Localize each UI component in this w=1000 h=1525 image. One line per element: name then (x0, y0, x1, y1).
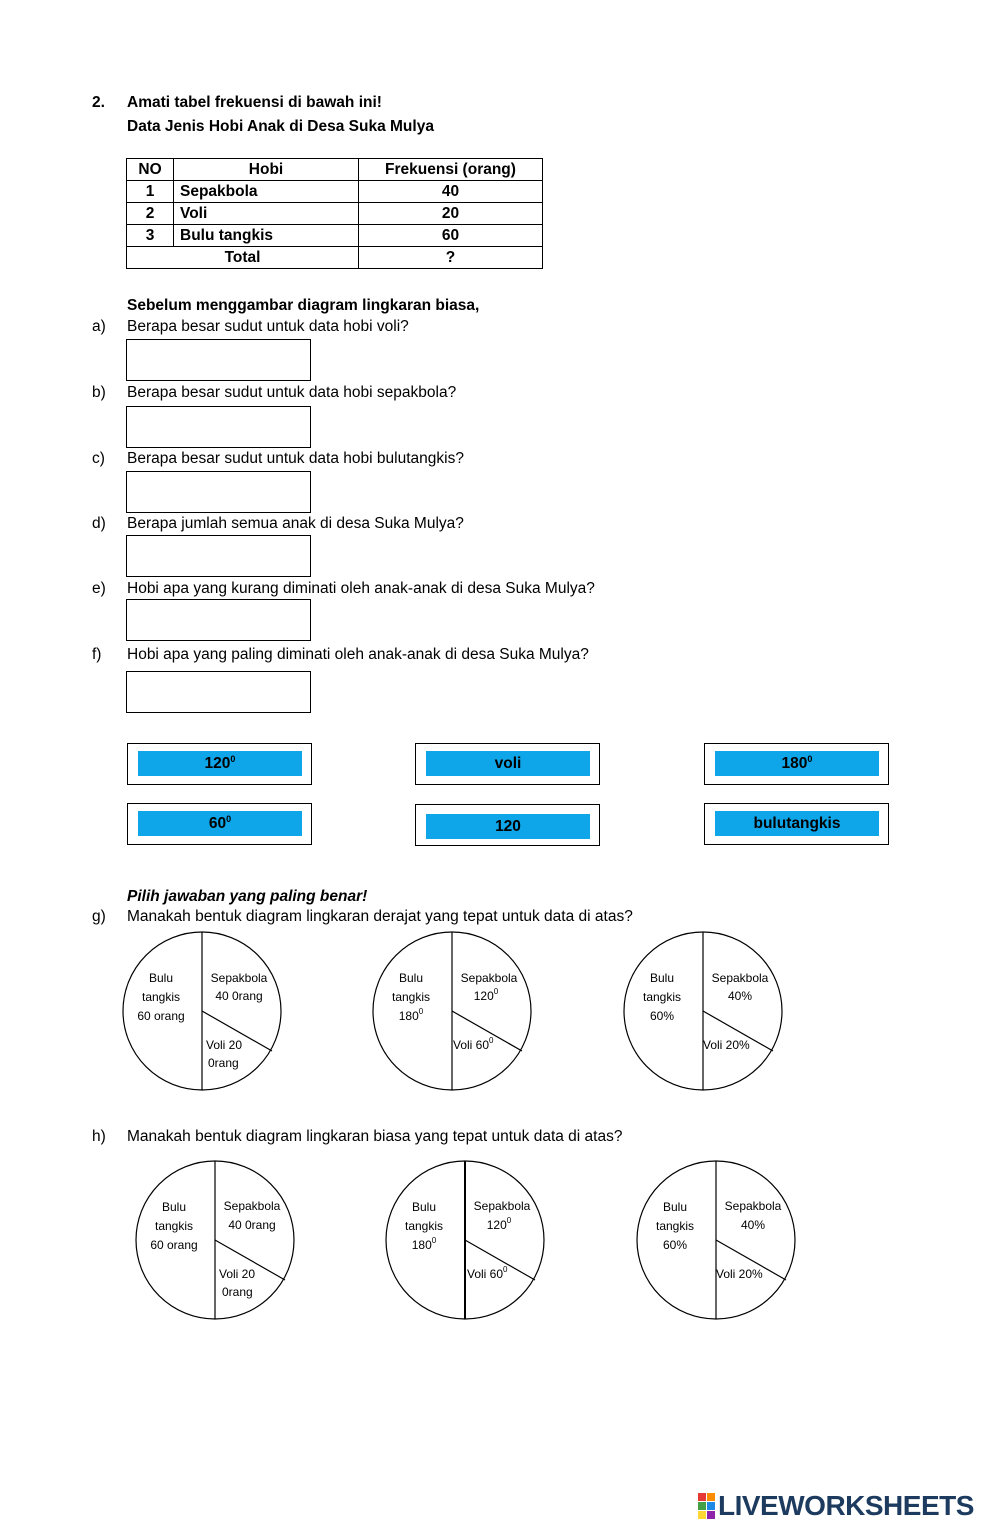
pie-label: Sepakbola (473, 1199, 531, 1213)
question-f-text: Hobi apa yang paling diminati oleh anak-anak di desa Suka Mulya? (127, 646, 589, 663)
section2-intro: Pilih jawaban yang paling benar! (127, 888, 368, 905)
pie-label: Sepakbola (724, 1199, 782, 1213)
total-label: Total (127, 247, 359, 269)
pie-label: Sepakbola (223, 1199, 281, 1213)
pie-label: $120^0$ (486, 1216, 512, 1232)
pie-label: Voli 20 (206, 1038, 243, 1052)
question-letter: h) (92, 1128, 106, 1145)
logo-block (698, 1511, 706, 1519)
tile-label: 120 (426, 814, 590, 839)
pie-option-h2[interactable] (377, 1159, 553, 1321)
answer-tile[interactable] (127, 803, 312, 845)
pie-label: Sepakbola (210, 971, 268, 985)
pie-option-g3[interactable] (615, 930, 791, 1092)
pie-label: $180^0$ (411, 1236, 437, 1252)
tile-label: $60^0$ (138, 811, 302, 836)
pie-label: Sepakbola (460, 971, 518, 985)
question-letter: g) (92, 908, 106, 925)
logo-text: LIVEWORKSHEETS (718, 1490, 974, 1521)
pie-label: Bulu (398, 971, 424, 985)
pie-label: 60% (649, 1009, 675, 1023)
question-b-text: Berapa besar sudut untuk data hobi sepakbola? (127, 384, 457, 401)
answer-box-c[interactable] (126, 471, 311, 513)
pie-label: Voli 20% (703, 1038, 750, 1052)
question-h-text: Manakah bentuk diagram lingkaran biasa yang tepat untuk data di atas? (127, 1128, 623, 1145)
cell-hobi: Voli (174, 203, 359, 225)
cell-no: 3 (127, 225, 174, 247)
pie-option-h1[interactable] (127, 1159, 303, 1321)
pie-label: Voli $60^0$ (453, 1036, 494, 1052)
pie-label: 60 orang (150, 1238, 198, 1252)
answer-tile[interactable] (127, 743, 312, 785)
pie-label: tangkis (391, 990, 431, 1004)
pie-label: Bulu (649, 971, 675, 985)
logo-block (707, 1493, 715, 1501)
pie-label: Bulu (161, 1200, 187, 1214)
cell-no: 2 (127, 203, 174, 225)
question-number: 2. (92, 94, 105, 111)
header-frekuensi: Frekuensi (orang) (359, 159, 543, 181)
logo-block (698, 1502, 706, 1510)
question-letter: e) (92, 580, 106, 597)
question-letter: a) (92, 318, 106, 335)
pie-label: tangkis (655, 1219, 695, 1233)
pie-label: $120^0$ (473, 987, 499, 1003)
cell-freq: 40 (359, 181, 543, 203)
pie-label: 40 0rang (215, 989, 263, 1003)
header-hobi: Hobi (174, 159, 359, 181)
pie-label: Voli 20% (716, 1267, 763, 1281)
cell-freq: 20 (359, 203, 543, 225)
question-c-text: Berapa besar sudut untuk data hobi bulutangkis? (127, 450, 464, 467)
question-letter: f) (92, 646, 102, 663)
question-e-text: Hobi apa yang kurang diminati oleh anak-anak di desa Suka Mulya? (127, 580, 595, 597)
pie-option-h3[interactable] (628, 1159, 804, 1321)
cell-freq: 60 (359, 225, 543, 247)
pie-label: 60% (662, 1238, 688, 1252)
question-letter: b) (92, 384, 106, 401)
total-value: ? (359, 247, 543, 269)
question-letter: d) (92, 515, 106, 532)
cell-hobi: Bulu tangkis (174, 225, 359, 247)
pie-label: Voli 20 (219, 1267, 256, 1281)
pie-label: 0rang (208, 1056, 239, 1070)
pie-label: 60 orang (137, 1009, 185, 1023)
cell-no: 1 (127, 181, 174, 203)
table-header-row (127, 159, 543, 181)
answer-box-e[interactable] (126, 599, 311, 641)
pie-label: tangkis (642, 990, 682, 1004)
logo-block (698, 1493, 706, 1501)
pie-label: tangkis (141, 990, 181, 1004)
table-total-row (127, 247, 543, 269)
answer-tile[interactable] (704, 743, 889, 785)
pie-label: Voli $60^0$ (467, 1265, 508, 1281)
tile-label: voli (426, 751, 590, 776)
pie-label: 0rang (222, 1285, 253, 1299)
table-row (127, 225, 543, 247)
pie-label: tangkis (404, 1219, 444, 1233)
tile-label: $120^0$ (138, 751, 302, 776)
pie-option-g1[interactable] (114, 930, 290, 1092)
pie-label: Bulu (411, 1200, 437, 1214)
table-title: Data Jenis Hobi Anak di Desa Suka Mulya (127, 118, 434, 135)
question-d-text: Berapa jumlah semua anak di desa Suka Mulya? (127, 515, 464, 532)
question-instruction: Amati tabel frekuensi di bawah ini! (127, 94, 382, 111)
pie-label: tangkis (154, 1219, 194, 1233)
pie-label: 40% (727, 989, 753, 1003)
pie-label: Bulu (662, 1200, 688, 1214)
pie-option-g2[interactable] (364, 930, 540, 1092)
header-no: NO (127, 159, 174, 181)
table-row (127, 181, 543, 203)
answer-tile[interactable] (704, 803, 889, 845)
pie-label: Sepakbola (711, 971, 769, 985)
logo-blocks-icon (698, 1493, 715, 1519)
frequency-table (126, 158, 543, 269)
pie-label: 40 0rang (228, 1218, 276, 1232)
question-letter: c) (92, 450, 105, 467)
answer-box-b[interactable] (126, 406, 311, 448)
pie-label: Bulu (148, 971, 174, 985)
liveworksheets-logo (698, 1490, 974, 1522)
question-a-text: Berapa besar sudut untuk data hobi voli? (127, 318, 409, 335)
answer-box-f[interactable] (126, 671, 311, 713)
answer-box-d[interactable] (126, 535, 311, 577)
answer-tile[interactable] (415, 804, 600, 846)
answer-tile[interactable] (415, 743, 600, 785)
answer-box-a[interactable] (126, 339, 311, 381)
logo-block (707, 1502, 715, 1510)
section1-intro: Sebelum menggambar diagram lingkaran biasa, (127, 297, 480, 314)
pie-label: 40% (740, 1218, 766, 1232)
logo-block (707, 1511, 715, 1519)
question-g-text: Manakah bentuk diagram lingkaran derajat yang tepat untuk data di atas? (127, 908, 633, 925)
tile-label: bulutangkis (715, 811, 879, 836)
cell-hobi: Sepakbola (174, 181, 359, 203)
pie-label: $180^0$ (398, 1007, 424, 1023)
tile-label: $180^0$ (715, 751, 879, 776)
table-row (127, 203, 543, 225)
